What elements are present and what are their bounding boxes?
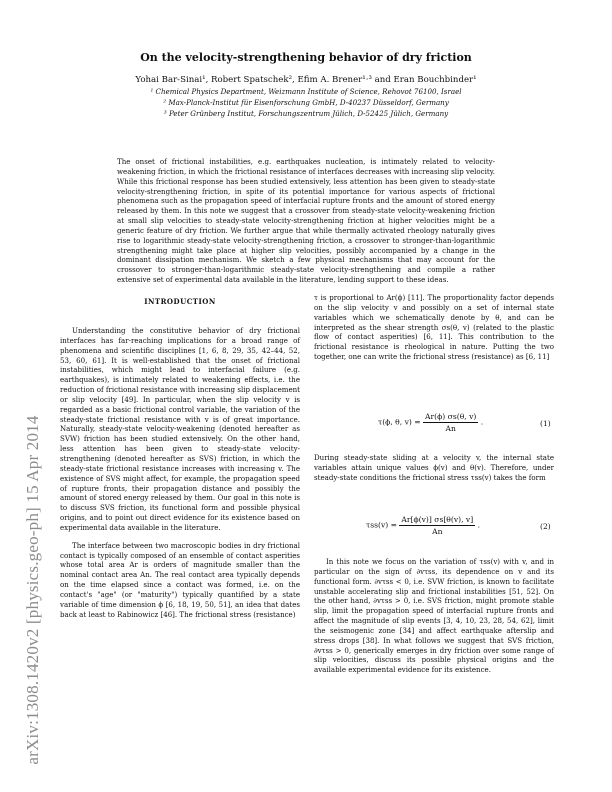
equation-1-fraction <box>423 412 478 433</box>
arxiv-identifier: arXiv:1308.1420v2 [physics.geo-ph] 15 Apr 2014 <box>23 415 42 765</box>
intro-paragraph-1: Understanding the constitutive behavior of dry frictional interfaces has far-reaching implications for a broad range of phenomena and scientific disciplines [1, 6, 8, 29, 35, 42–44, 52, 53, 60, 61]. It is well-established that the onset of frictional instabilities, which might lead to interfacial failure (e.g. earthquakes), is intimately related to weakening effects, i.e. the reduction of frictional resistance with increasing slip displacement or slip velocity [49]. In particular, when the slip velocity v is regarded as a basic frictional control variable, the variation of the steady-state frictional resistance with v is of great importance. Naturally, steady-state velocity-weakening (denoted hereafter as SVW) friction has been studied extensively. On the other hand, less attention has been given to steady-state velocity-strengthening (denoted hereafter as SVS) friction, in which the steady-state frictional resistance increases with increasing v. The existence of SVS might affect, for example, the propagation speed of rupture fronts, their propagation distance and possibly the amount of stored energy released by them. Our goal in this note is to discuss SVS friction, its functional form and possible physical origins, and to point out direct evidence for its existence based on experimental data available in the literature. <box>60 326 300 532</box>
right-column-bottom <box>314 557 554 675</box>
equation-2-number: (2) <box>540 522 551 531</box>
equation-1-number: (1) <box>540 419 551 428</box>
left-column <box>60 326 300 619</box>
right-paragraph-1: τ is proportional to Ar(ϕ) [11]. The proportionality factor depends on the slip velocity v and possibly on a set of internal state variables which we schematically denote by θ, and can be interpreted as the shear strength σs(θ, v) (related to the plastic flow of contact asperities) [6, 11]. This contribution to the frictional resistance is rheological in nature. Putting the two together, one can write the frictional stress (resistance) as [6, 11] <box>314 293 554 362</box>
equation-2-lhs: τss(v) = <box>366 520 397 530</box>
equation-2-tail: . <box>477 520 481 530</box>
equation-1-numerator: Ar(ϕ) σs(θ, v) <box>425 412 477 421</box>
equation-2-denominator: An <box>432 527 443 536</box>
arxiv-sidebar <box>6 175 42 765</box>
intro-paragraph-2: The interface between two macroscopic bodies in dry frictional contact is typically composed of an ensemble of contact asperities whose total area Ar is orders of magnitude smaller than the nominal contact area An. The real contact area typically depends on the time elapsed since a contact was formed, i.e. on the contact's "age" (or "maturity") typically quantified by a state variable of time dimension ϕ [6, 18, 19, 50, 51], an idea that dates back at least to Rabinowicz [46]. The frictional stress (resistance) <box>60 540 300 619</box>
equation-2 <box>366 515 480 536</box>
right-column-top <box>314 293 554 362</box>
equation-2-numerator: Ar[ϕ(v)] σs[θ(v), v] <box>401 515 474 524</box>
right-column-middle <box>314 453 554 483</box>
author-list: Yohai Bar-Sinai¹, Robert Spatschek², Efim A. Brener¹·³ and Eran Bouchbinder¹ <box>135 75 477 85</box>
paper-title: On the velocity-strengthening behavior of dry friction <box>140 51 472 64</box>
affiliation-3: ³ Peter Grünberg Institut, Forschungszentrum Jülich, D-52425 Jülich, Germany <box>163 109 449 118</box>
abstract: The onset of frictional instabilities, e.g. earthquakes nucleation, is intimately related to velocity-weakening friction, in which the frictional resistance of interfaces decreases with increasing slip velocity. While this frictional response has been studied extensively, less attention has been given to steady-state velocity-strengthening friction, in spite of its potential importance for various aspects of frictional phenomena such as the propagation speed of interfacial rupture fronts and the amount of stored energy released by them. In this note we suggest that a crossover from steady-state velocity-weakening friction at small slip velocities to steady-state velocity-strengthening friction at higher velocities might be a generic feature of dry friction. We further argue that while thermally activated rheology naturally gives rise to logarithmic steady-state velocity-strengthening friction, a crossover to stronger-than-logarithmic strengthening might take place at higher slip velocities, possibly accompanied by a change in the dominant dissipation mechanism. We sketch a few physical mechanisms that may account for the crossover to stronger-than-logarithmic steady-state velocity-strengthening and compile a rather extensive set of experimental data available in the literature, lending support to these ideas. <box>117 157 495 285</box>
right-paragraph-3: In this note we focus on the variation of τss(v) with v, and in particular on the sign of ∂vτss, its dependence on v and its functional form. ∂vτss < 0, i.e. SVW friction, is known to facilitate unstable accelerating slip and frictional instabilities [51, 52]. On the other hand, ∂vτss > 0, i.e. SVS friction, might promote stable slip, limit the propagation speed of interfacial rupture fronts and affect the magnitude of slip events [3, 4, 10, 23, 28, 54, 62], limit the seismogenic zone [34] and affect earthquake afterslip and stress drops [38]. In what follows we suggest that SVS friction, ∂vτss > 0, generically emerges in dry friction over some range of slip velocities, discuss its possible physical origins and the available experimental evidence for its existence. <box>314 557 554 675</box>
right-paragraph-2: During steady-state sliding at a velocity v, the internal state variables attain unique values ϕ(v) and θ(v). Therefore, under steady-state conditions the frictional stress τss(v) takes the form <box>314 453 554 482</box>
affiliation-1: ¹ Chemical Physics Department, Weizmann Institute of Science, Rehovot 76100, Israel <box>150 87 462 96</box>
section-heading: INTRODUCTION <box>144 297 216 306</box>
equation-1 <box>378 412 483 433</box>
equation-1-denominator: An <box>445 424 456 433</box>
equation-1-tail: . <box>480 417 484 427</box>
affiliation-2: ² Max-Planck-Institut für Eisenforschung GmbH, D-40237 Düsseldorf, Germany <box>163 98 449 107</box>
equation-1-lhs: τ(ϕ, θ, v) = <box>378 417 421 427</box>
equation-2-fraction <box>399 515 475 536</box>
